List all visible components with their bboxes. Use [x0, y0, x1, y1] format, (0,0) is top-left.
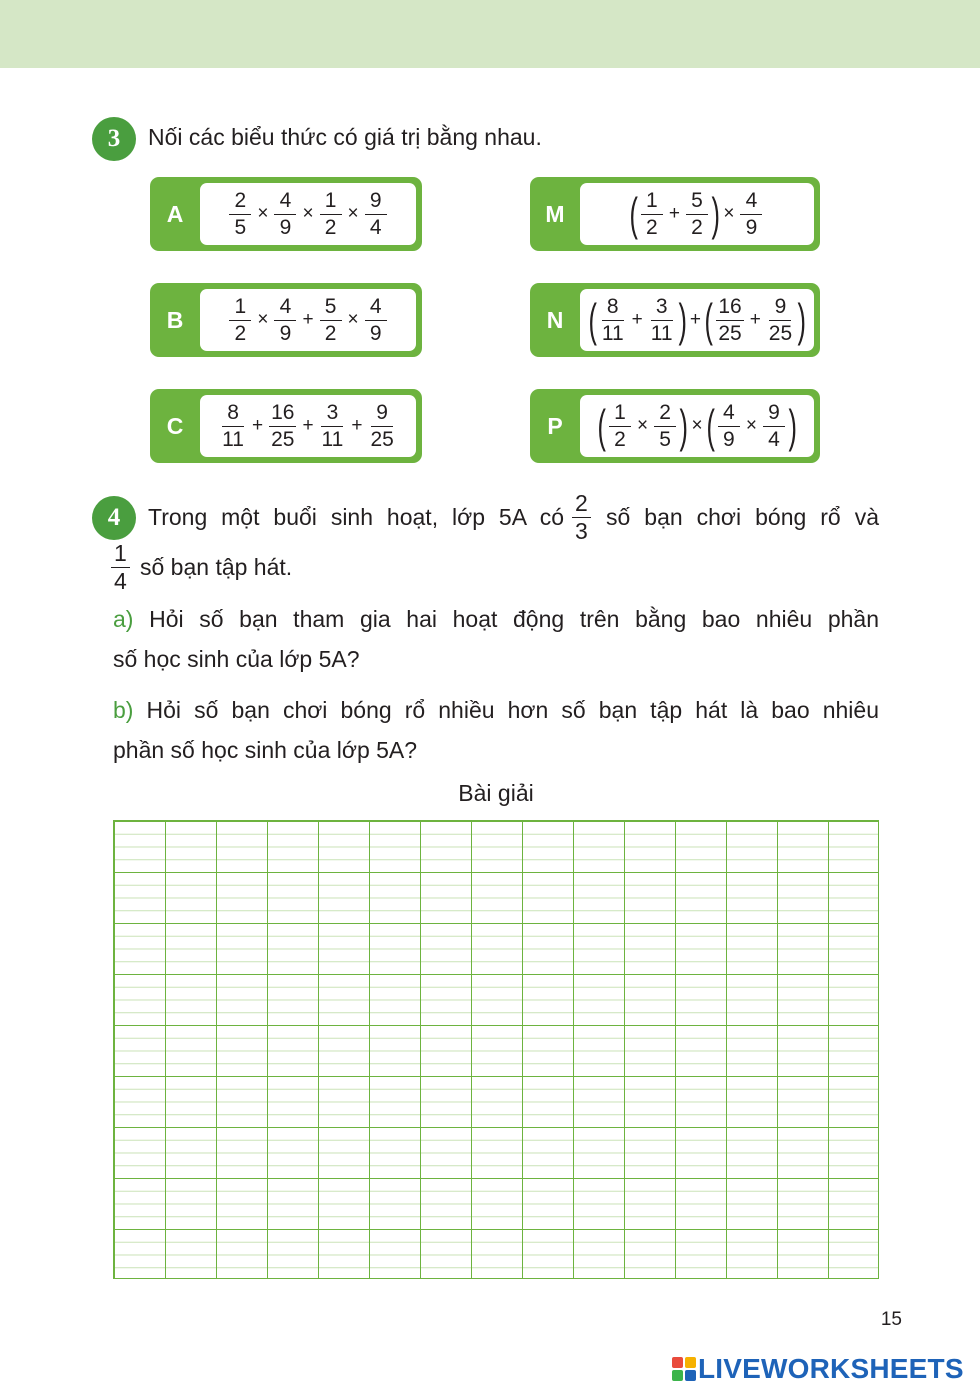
question-4-intro-start [148, 504, 588, 532]
expression-card-b[interactable] [150, 283, 422, 357]
fraction-numerator: 4 [718, 401, 740, 426]
fraction [654, 401, 676, 450]
fraction-denominator: 9 [745, 215, 758, 239]
expression-box [580, 395, 814, 457]
card-letter: N [546, 306, 564, 333]
fraction-denominator: 4 [369, 215, 382, 239]
fraction [274, 189, 296, 238]
fraction-two-thirds [572, 491, 591, 545]
fraction-numerator: 16 [269, 401, 296, 426]
fraction-numerator: 1 [320, 189, 342, 214]
close-paren: ) [788, 400, 797, 452]
fraction-denominator: 9 [279, 321, 292, 345]
fraction-denominator: 11 [650, 321, 673, 345]
fraction-numerator: 2 [654, 401, 676, 426]
multiply-operator: × [637, 415, 649, 436]
fraction-denominator: 25 [718, 321, 742, 345]
close-paren: ) [711, 188, 720, 240]
card-letter: B [166, 306, 184, 333]
question-4b-line-1 [113, 690, 879, 730]
expression-card-p[interactable] [530, 389, 820, 463]
fraction-denominator: 2 [646, 215, 658, 239]
fraction-numerator: 9 [763, 401, 785, 426]
open-paren: ( [705, 400, 715, 452]
fraction-numerator: 2 [229, 189, 251, 214]
fraction-numerator: 1 [229, 295, 251, 320]
multiply-operator: × [302, 203, 314, 224]
multiply-operator: × [257, 309, 269, 330]
fraction [320, 295, 342, 344]
open-paren: ( [704, 294, 713, 346]
fraction-numerator: 4 [274, 295, 296, 320]
close-paren: ) [678, 294, 687, 346]
fraction-denominator: 2 [324, 215, 337, 239]
question-4a-line-1 [113, 599, 879, 639]
fraction [767, 295, 794, 344]
plus-operator: + [668, 203, 680, 224]
fraction-denominator: 5 [659, 427, 671, 451]
fraction-numerator: 3 [321, 401, 343, 426]
multiply-operator: × [691, 415, 703, 436]
top-header-band [0, 0, 980, 68]
fraction-denominator: 4 [768, 427, 780, 451]
fraction [686, 189, 708, 238]
multiply-operator: × [347, 203, 359, 224]
question-4a-text-1: Hỏi số bạn tham gia hai hoạt động trên bằng bao nhiêu phần [149, 606, 879, 632]
plus-operator: + [749, 309, 761, 330]
fraction [600, 295, 626, 344]
question-3-text: Nối các biểu thức có giá trị bằng nhau. [148, 124, 542, 150]
question-4a [113, 599, 879, 679]
fraction [320, 189, 342, 238]
open-paren: ( [587, 294, 597, 346]
plus-operator: + [302, 415, 314, 436]
question-4b-text-1: Hỏi số bạn chơi bóng rổ nhiều hơn số bạn tập hát là bao nhiêu [146, 697, 879, 723]
page-number: 15 [880, 1309, 902, 1330]
fraction [649, 295, 675, 344]
multiply-operator: × [723, 203, 735, 224]
fraction-numerator: 8 [222, 401, 244, 426]
fraction [641, 189, 663, 238]
fraction [740, 189, 762, 238]
fraction-one-quarter [111, 541, 130, 595]
card-letter: C [166, 412, 184, 439]
expression-card-c[interactable] [150, 389, 422, 463]
fraction-denominator: 2 [614, 427, 626, 451]
intro-after [606, 504, 879, 532]
brand-logo-icon [672, 1357, 696, 1381]
plus-operator: + [251, 415, 264, 436]
expression-box [200, 395, 416, 457]
fraction [763, 401, 785, 450]
sub-label-a: a) [113, 606, 134, 632]
expression-box [200, 289, 416, 351]
intro-before: Trong một buổi sinh hoạt, lớp 5A có [148, 504, 564, 530]
multiply-operator: × [257, 203, 269, 224]
fraction-denominator: 5 [234, 215, 247, 239]
fraction [229, 189, 251, 238]
fraction [274, 295, 296, 344]
close-paren: ) [797, 294, 807, 346]
fraction [609, 401, 631, 450]
fraction-denominator: 11 [601, 321, 624, 345]
liveworksheets-logo [672, 1352, 964, 1386]
fraction-denominator: 9 [723, 427, 735, 451]
fraction [718, 401, 740, 450]
sub-label-b: b) [113, 697, 134, 723]
plus-operator: + [631, 309, 643, 330]
open-paren: ( [629, 188, 638, 240]
fraction-numerator: 16 [716, 295, 743, 320]
fraction-denominator: 25 [370, 427, 394, 451]
fraction [716, 295, 743, 344]
fraction [269, 401, 296, 450]
fraction-denominator: 9 [279, 215, 292, 239]
expression-box [200, 183, 416, 245]
intro-after-text: số bạn chơi bóng rổ và [606, 504, 879, 530]
fraction-numerator: 3 [651, 295, 673, 320]
multiply-operator: × [745, 415, 757, 436]
fraction-numerator: 1 [641, 189, 663, 214]
fraction [365, 189, 387, 238]
multiply-operator: × [347, 309, 359, 330]
fraction-denominator: 4 [114, 568, 127, 595]
fraction-denominator: 11 [321, 427, 344, 451]
fraction-numerator: 9 [365, 189, 387, 214]
fraction-numerator: 9 [371, 401, 393, 426]
intro-end: số bạn tập hát. [140, 554, 293, 580]
fraction-numerator: 1 [111, 541, 130, 568]
expression-box [580, 183, 814, 245]
fraction-denominator: 3 [575, 518, 588, 545]
question-4a-line-2: số học sinh của lớp 5A? [113, 646, 360, 672]
expression-card-m[interactable] [530, 177, 820, 251]
fraction-numerator: 4 [365, 295, 387, 320]
expression-card-a[interactable] [150, 177, 422, 251]
fraction-denominator: 2 [234, 321, 247, 345]
fraction-denominator: 2 [691, 215, 703, 239]
plus-operator: + [689, 309, 701, 330]
fraction-denominator: 25 [271, 427, 295, 451]
card-letter: M [545, 200, 565, 227]
plus-operator: + [302, 309, 314, 330]
fraction-denominator: 9 [369, 321, 382, 345]
fraction [229, 295, 251, 344]
fraction-denominator: 25 [768, 321, 793, 345]
question-4b-line-2: phần số học sinh của lớp 5A? [113, 737, 418, 763]
fraction-numerator: 2 [572, 491, 591, 518]
plus-operator: + [351, 415, 363, 436]
brand-text: LIVEWORKSHEETS [698, 1353, 964, 1384]
fraction [365, 295, 387, 344]
answer-writing-grid[interactable] [113, 820, 879, 1279]
card-letter: P [547, 412, 563, 439]
fraction-numerator: 4 [274, 189, 296, 214]
open-paren: ( [597, 400, 606, 452]
fraction-numerator: 5 [320, 295, 342, 320]
close-paren: ) [679, 400, 688, 452]
question-3-badge: 3 [92, 117, 136, 161]
question-4-badge: 4 [92, 496, 136, 540]
expression-box [580, 289, 814, 351]
solution-title: Bài giải [458, 780, 534, 806]
card-letter: A [166, 200, 184, 227]
question-4b [113, 690, 879, 770]
fraction-denominator: 11 [222, 427, 244, 451]
expression-card-n[interactable] [530, 283, 820, 357]
fraction [320, 401, 346, 450]
fraction-numerator: 5 [686, 189, 708, 214]
fraction-numerator: 4 [740, 189, 762, 214]
fraction-numerator: 1 [609, 401, 631, 426]
fraction-numerator: 8 [602, 295, 624, 320]
fraction [220, 401, 246, 450]
fraction [368, 401, 395, 450]
fraction-denominator: 2 [324, 321, 337, 345]
fraction-numerator: 9 [769, 295, 791, 320]
